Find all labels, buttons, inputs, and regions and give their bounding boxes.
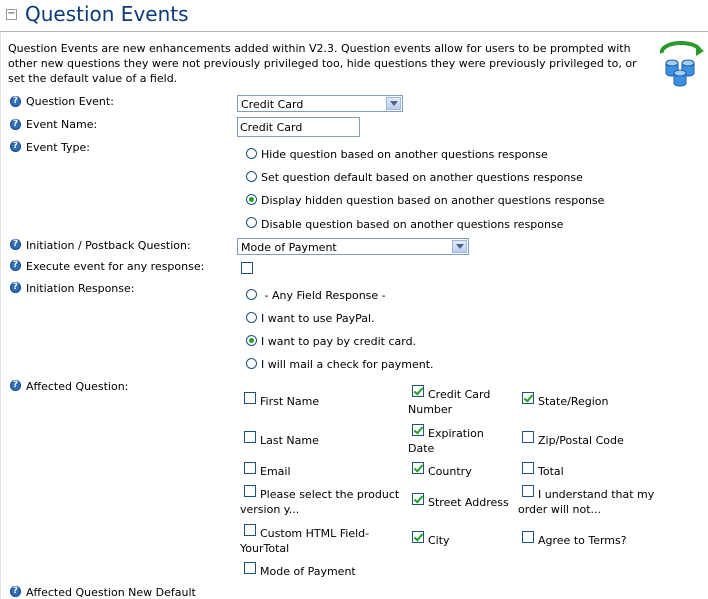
affected-checkbox-checked[interactable] (522, 392, 534, 404)
initiation-question-label: Initiation / Postback Question: (26, 239, 191, 252)
affected-checkbox[interactable] (522, 462, 534, 474)
response-radio[interactable] (246, 312, 257, 323)
affected-option: I understand that my order will not... (518, 488, 655, 516)
execute-any-label: Execute event for any response: (26, 260, 205, 273)
help-icon[interactable]: ? (10, 119, 21, 130)
affected-checkbox-checked[interactable] (412, 531, 424, 543)
title-divider (0, 31, 708, 32)
initiation-question-value: Mode of Payment (241, 241, 337, 254)
event-type-label: Event Type: (26, 141, 90, 154)
help-icon[interactable]: ? (10, 282, 21, 293)
affected-checkbox[interactable] (522, 431, 534, 443)
event-type-radio[interactable] (246, 217, 257, 228)
response-option: - Any Field Response - (261, 289, 386, 302)
affected-checkbox-checked[interactable] (412, 462, 424, 474)
help-icon[interactable]: ? (10, 260, 21, 271)
affected-option: Expiration Date (408, 427, 484, 455)
affected-option: Country (428, 465, 472, 478)
affected-checkbox[interactable] (244, 431, 256, 443)
affected-option: Credit Card Number (408, 388, 491, 416)
initiation-question-select[interactable] (237, 238, 469, 255)
affected-option: State/Region (538, 395, 609, 408)
chevron-down-icon (452, 240, 467, 253)
response-radio[interactable] (246, 358, 257, 369)
affected-checkbox[interactable] (244, 392, 256, 404)
event-name-input[interactable]: Credit Card (237, 117, 360, 137)
left-border (0, 32, 1, 599)
question-event-value: Credit Card (241, 98, 304, 111)
event-type-radio-selected[interactable] (246, 194, 257, 205)
affected-option: Zip/Postal Code (538, 434, 624, 447)
question-event-label: Question Event: (26, 95, 114, 108)
response-option: I will mail a check for payment. (261, 358, 434, 371)
affected-checkbox[interactable] (244, 562, 256, 574)
affected-checkbox-checked[interactable] (412, 493, 424, 505)
response-option: I want to pay by credit card. (261, 335, 417, 348)
help-icon[interactable]: ? (10, 239, 21, 250)
event-type-option: Display hidden question based on another questions response (261, 194, 605, 207)
response-radio-selected[interactable] (246, 335, 257, 346)
help-icon[interactable]: ? (10, 380, 21, 391)
intro-text: Question Events are new enhancements added within V2.3. Question events allow for users to be prompted with other new questions they were not previously privileged too, hide questions they were previously privileged to, or set the default value of a field. (8, 42, 637, 85)
affected-option: Please select the product version y... (240, 488, 400, 516)
execute-any-checkbox[interactable] (241, 262, 253, 274)
response-radio[interactable] (246, 289, 257, 300)
affected-default-label: Affected Question New Default (26, 586, 196, 599)
event-type-option: Hide question based on another questions response (261, 148, 548, 161)
affected-option: Custom HTML Field-YourTotal (240, 527, 370, 555)
help-icon[interactable]: ? (10, 141, 21, 152)
question-event-select[interactable] (237, 95, 403, 112)
event-type-radio[interactable] (246, 171, 257, 182)
affected-question-label: Affected Question: (26, 380, 129, 393)
affected-option: Total (538, 465, 564, 478)
affected-option: Email (260, 465, 291, 478)
affected-option: Mode of Payment (260, 565, 356, 578)
collapse-toggle[interactable]: − (7, 8, 16, 19)
help-icon[interactable]: ? (10, 96, 21, 107)
event-name-label: Event Name: (26, 118, 98, 131)
affected-option: City (428, 534, 450, 547)
affected-checkbox[interactable] (522, 531, 534, 543)
page-title: Question Events (25, 2, 189, 26)
affected-option: Street Address (428, 496, 509, 509)
help-icon[interactable]: ? (10, 586, 21, 597)
response-option: I want to use PayPal. (261, 312, 375, 325)
affected-option: First Name (260, 395, 320, 408)
event-type-option: Disable question based on another questions response (261, 218, 564, 231)
event-type-option: Set question default based on another questions response (261, 171, 583, 184)
initiation-response-label: Initiation Response: (26, 282, 135, 295)
affected-checkbox[interactable] (244, 462, 256, 474)
event-type-radio[interactable] (246, 148, 257, 159)
database-sync-icon (656, 37, 706, 87)
affected-option: Last Name (260, 434, 319, 447)
affected-option: Agree to Terms? (538, 534, 627, 547)
chevron-down-icon (386, 97, 401, 110)
